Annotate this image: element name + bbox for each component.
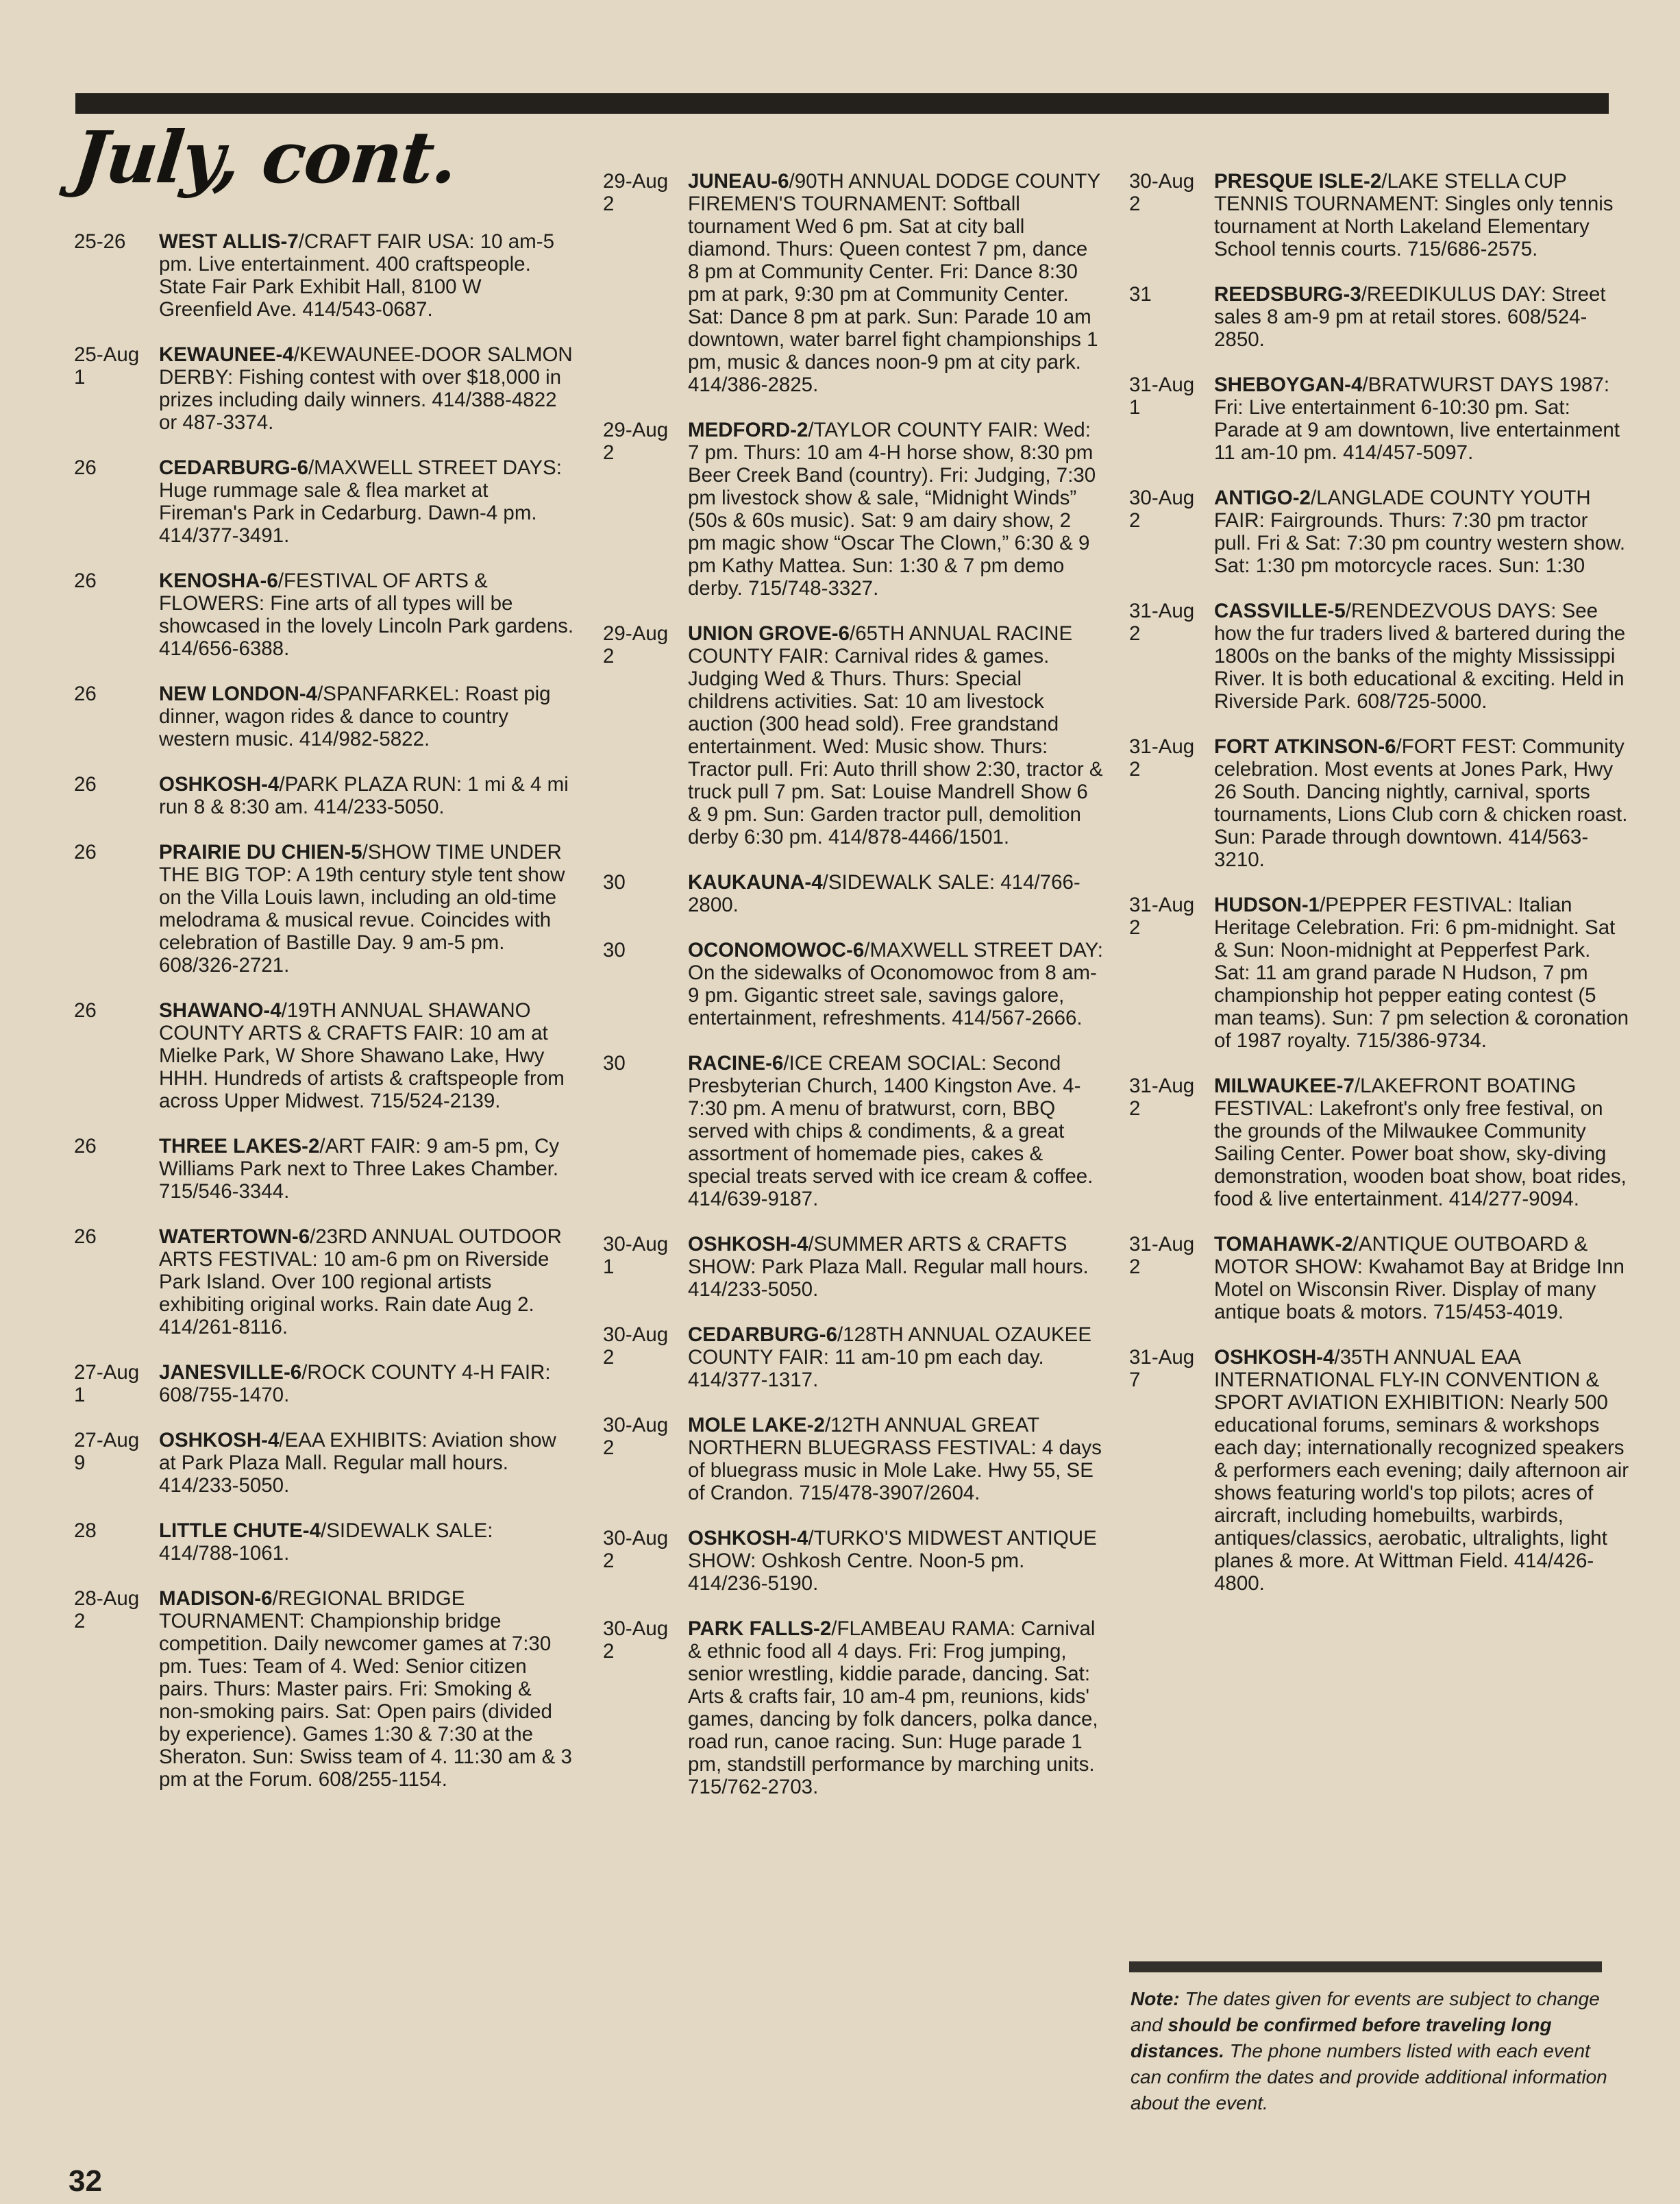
event-entry bbox=[603, 622, 1103, 848]
event-description: /SUMMER ARTS & CRAFTS SHOW: Park Plaza Mall. Regular mall hours. 414/233-5050. bbox=[688, 1233, 1089, 1301]
note-text-1: The dates given for events are subject to change and bbox=[1131, 1988, 1600, 2035]
event-description: /EAA EXHIBITS: Aviation show at Park Plaza Mall. Regular mall hours. 414/233-5050. bbox=[159, 1429, 556, 1497]
event-city: PRAIRIE DU CHIEN-5 bbox=[159, 841, 362, 864]
event-text bbox=[159, 683, 574, 750]
event-city: ANTIGO-2 bbox=[1214, 487, 1311, 509]
event-entry bbox=[74, 773, 574, 818]
event-date: 29-Aug 2 bbox=[603, 170, 669, 215]
event-date: 31-Aug 2 bbox=[1129, 1075, 1195, 1120]
event-city: NEW LONDON-4 bbox=[159, 683, 318, 705]
event-city: LITTLE CHUTE-4 bbox=[159, 1519, 321, 1542]
event-description: /ICE CREAM SOCIAL: Second Presbyterian Church, 1400 Kingston Ave. 4-7:30 pm. A menu of bratwurst, corn, BBQ served with chips & condiments, & a great assortment of homemade pies, cakes & special treats served with ice cream & coffee. 414/639-9187. bbox=[688, 1052, 1094, 1210]
event-entry bbox=[1129, 1075, 1629, 1210]
event-description: /SIDEWALK SALE: 414/766-2800. bbox=[688, 871, 1080, 916]
event-text bbox=[159, 570, 574, 660]
event-date: 28 bbox=[74, 1519, 97, 1542]
event-city: MOLE LAKE-2 bbox=[688, 1414, 825, 1436]
event-text bbox=[688, 1414, 1103, 1504]
event-text bbox=[688, 1527, 1103, 1595]
event-date: 30 bbox=[603, 871, 626, 894]
event-text bbox=[688, 622, 1103, 848]
event-date: 26 bbox=[74, 683, 97, 705]
event-date: 31-Aug 7 bbox=[1129, 1346, 1195, 1391]
event-city: HUDSON-1 bbox=[1214, 894, 1320, 916]
event-description: /FESTIVAL OF ARTS & FLOWERS: Fine arts of all types will be showcased in the lovely Lincoln Park gardens. 414/656-6388. bbox=[159, 570, 574, 660]
event-text bbox=[688, 419, 1103, 600]
event-description: /MAXWELL STREET DAY: On the sidewalks of Oconomowoc from 8 am-9 pm. Gigantic street sale, savings galore, entertainment, refreshments. 414/567-2666. bbox=[688, 939, 1103, 1029]
event-date: 30-Aug 2 bbox=[603, 1617, 669, 1663]
event-entry bbox=[603, 419, 1103, 600]
event-text bbox=[159, 1587, 574, 1791]
event-city: KEWAUNEE-4 bbox=[159, 343, 294, 366]
event-city: OSHKOSH-4 bbox=[688, 1527, 808, 1550]
event-date: 31-Aug 2 bbox=[1129, 735, 1195, 781]
event-date: 25-26 bbox=[74, 230, 126, 253]
event-date: 26 bbox=[74, 1225, 97, 1248]
event-description: /LAKEFRONT BOATING FESTIVAL: Lakefront's only free festival, on the grounds of the Milwaukee Community Sailing Center. Power boat show, sky-diving demonstration, wooden boat show, boat rides, food & live entertainment. 414/277-9094. bbox=[1214, 1075, 1627, 1210]
event-text bbox=[688, 1052, 1103, 1210]
event-description: /23RD ANNUAL OUTDOOR ARTS FESTIVAL: 10 am-6 pm on Riverside Park Island. Over 100 regional artists exhibiting original works. Rain date Aug 2. 414/261-8116. bbox=[159, 1225, 562, 1338]
event-description: /PEPPER FESTIVAL: Italian Heritage Celebration. Fri: 6 pm-midnight. Sat & Sun: Noon-midnight at Pepperfest Park. Sat: 11 am grand parade N Hudson, 7 pm championship hot pepper eating contest (5 man teams). Sun: 7 pm selection & coronation of 1987 royalty. 715/386-9734. bbox=[1214, 894, 1629, 1052]
event-text bbox=[159, 841, 574, 977]
event-entry bbox=[74, 1361, 574, 1406]
event-city: THREE LAKES-2 bbox=[159, 1135, 320, 1158]
event-city: UNION GROVE-6 bbox=[688, 622, 850, 645]
event-entry bbox=[1129, 374, 1629, 464]
event-entry bbox=[74, 343, 574, 434]
event-date: 27-Aug 1 bbox=[74, 1361, 140, 1406]
event-city: REEDSBURG-3 bbox=[1214, 283, 1361, 306]
event-text bbox=[159, 1225, 574, 1338]
event-description: /LAKE STELLA CUP TENNIS TOURNAMENT: Singles only tennis tournament at North Lakeland Elementary School tennis courts. 715/686-2575. bbox=[1214, 170, 1614, 260]
event-description: /MAXWELL STREET DAYS: Huge rummage sale & flea market at Fireman's Park in Cedarburg. Dawn-4 pm. 414/377-3491. bbox=[159, 456, 562, 547]
event-entry bbox=[1129, 1346, 1629, 1595]
event-city: OSHKOSH-4 bbox=[159, 1429, 280, 1452]
event-city: WEST ALLIS-7 bbox=[159, 230, 299, 253]
header-rule bbox=[75, 93, 1609, 114]
event-description: /12TH ANNUAL GREAT NORTHERN BLUEGRASS FESTIVAL: 4 days of bluegrass music in Mole Lake. Hwy 55, SE of Crandon. 715/478-3907/2604. bbox=[688, 1414, 1102, 1504]
event-city: OSHKOSH-4 bbox=[688, 1233, 808, 1256]
event-description: /FORT FEST: Community celebration. Most events at Jones Park, Hwy 26 South. Dancing nightly, carnival, sports tournaments, Lions Club corn & chicken roast. Sun: Parade through downtown. 414/563-3210. bbox=[1214, 735, 1628, 871]
event-entry bbox=[74, 1519, 574, 1565]
event-text bbox=[1214, 283, 1629, 351]
note-text-2: The phone numbers listed with each event can confirm the dates and provide additional information about the event. bbox=[1131, 2040, 1607, 2114]
event-entry bbox=[603, 1233, 1103, 1301]
event-text bbox=[159, 456, 574, 547]
event-entry bbox=[603, 1052, 1103, 1210]
event-description: /RENDEZVOUS DAYS: See how the fur traders lived & bartered during the 1800s on the banks of the mighty Mississippi River. It is both educational & exciting. Held in Riverside Park. 608/725-5000. bbox=[1214, 600, 1626, 713]
event-description: /ROCK COUNTY 4-H FAIR: 608/755-1470. bbox=[159, 1361, 551, 1406]
event-text bbox=[688, 1617, 1103, 1798]
event-date: 31 bbox=[1129, 283, 1152, 306]
event-city: OSHKOSH-4 bbox=[159, 773, 280, 796]
event-text bbox=[159, 1135, 574, 1203]
event-date: 26 bbox=[74, 456, 97, 479]
event-entry bbox=[74, 570, 574, 660]
page-heading: July, cont. bbox=[69, 115, 461, 199]
event-description: /SHOW TIME UNDER THE BIG TOP: A 19th century style tent show on the Villa Louis lawn, including an old-time melodrama & musical revue. Coincides with celebration of Bastille Day. 9 am-5 pm. 608/326-2721. bbox=[159, 841, 565, 977]
event-text bbox=[1214, 487, 1629, 577]
event-date: 26 bbox=[74, 773, 97, 796]
note-rule bbox=[1129, 1961, 1602, 1972]
event-entry bbox=[74, 683, 574, 750]
event-text bbox=[688, 1323, 1103, 1391]
event-city: JUNEAU-6 bbox=[688, 170, 789, 193]
event-text bbox=[1214, 735, 1629, 871]
event-description: /FLAMBEAU RAMA: Carnival & ethnic food all 4 days. Fri: Frog jumping, senior wrestling, kiddie parade, dancing. Sat: Arts & crafts fair, 10 am-4 pm, reunions, kids' games, dancing by folk dancers, polka dance, road run, canoe racing. Sun: Huge parade 1 pm, standstill performance by marching units. 715/762-2703. bbox=[688, 1617, 1098, 1798]
event-date: 26 bbox=[74, 999, 97, 1022]
event-date: 30-Aug 2 bbox=[1129, 170, 1195, 215]
event-date: 31-Aug 2 bbox=[1129, 1233, 1195, 1278]
event-entry bbox=[1129, 600, 1629, 713]
event-city: TOMAHAWK-2 bbox=[1214, 1233, 1353, 1256]
event-entry bbox=[74, 999, 574, 1112]
event-date: 29-Aug 2 bbox=[603, 622, 669, 668]
column-2 bbox=[603, 170, 1103, 1821]
event-city: CEDARBURG-6 bbox=[159, 456, 308, 479]
event-description: /ART FAIR: 9 am-5 pm, Cy Williams Park next to Three Lakes Chamber. 715/546-3344. bbox=[159, 1135, 560, 1203]
event-date: 27-Aug 9 bbox=[74, 1429, 140, 1474]
event-description: /KEWAUNEE-DOOR SALMON DERBY: Fishing contest with over $18,000 in prizes including daily winners. 414/388-4822 or 487-3374. bbox=[159, 343, 573, 434]
page-number: 32 bbox=[69, 2164, 102, 2198]
event-description: /128TH ANNUAL OZAUKEE COUNTY FAIR: 11 am-10 pm each day. 414/377-1317. bbox=[688, 1323, 1092, 1391]
event-text bbox=[159, 343, 574, 434]
event-entry bbox=[74, 1587, 574, 1791]
event-entry bbox=[74, 841, 574, 977]
event-text bbox=[688, 1233, 1103, 1301]
event-date: 30-Aug 2 bbox=[603, 1527, 669, 1572]
event-description: /65TH ANNUAL RACINE COUNTY FAIR: Carnival rides & games. Judging Wed & Thurs. Thurs: Special childrens activities. Sat: 10 am livestock auction (300 head sold). Free grandstand entertainment. Wed: Music show. Thurs: Tractor pull. Fri: Auto thrill show 2:30, tractor & truck pull 7 pm. Sat: Louise Mandrell Show 6 & 9 pm. Sun: Garden tractor pull, demolition derby 6:30 pm. 414/878-4466/1501. bbox=[688, 622, 1103, 848]
event-entry bbox=[1129, 1233, 1629, 1323]
event-description: /SPANFARKEL: Roast pig dinner, wagon rides & dance to country western music. 414/982-5822. bbox=[159, 683, 551, 750]
event-description: /REGIONAL BRIDGE TOURNAMENT: Championship bridge competition. Daily newcomer games at 7:30 pm. Tues: Team of 4. Wed: Senior citizen pairs. Thurs: Master pairs. Fri: Smoking & non-smoking pairs. Sat: Open pairs (divided by experience). Games 1:30 & 7:30 at the Sheraton. Sun: Swiss team of 4. 11:30 am & 3 pm at the Forum. 608/255-1154. bbox=[159, 1587, 572, 1791]
event-description: /90TH ANNUAL DODGE COUNTY FIREMEN'S TOURNAMENT: Softball tournament Wed 6 pm. Sat at city ball diamond. Thurs: Queen contest 7 pm, dance 8 pm at Community Center. Fri: Dance 8:30 pm at park, 9:30 pm at Community Center. Sat: Dance 8 pm at park. Sun: Parade 10 am downtown, water barrel fight championships 1 pm, music & dances noon-9 pm at city park. 414/386-2825. bbox=[688, 170, 1100, 396]
event-city: OSHKOSH-4 bbox=[1214, 1346, 1335, 1369]
event-date: 30 bbox=[603, 939, 626, 962]
event-city: SHEBOYGAN-4 bbox=[1214, 374, 1363, 396]
event-city: MILWAUKEE-7 bbox=[1214, 1075, 1355, 1097]
event-city: KAUKAUNA-4 bbox=[688, 871, 823, 894]
event-date: 30-Aug 2 bbox=[603, 1414, 669, 1459]
event-city: PARK FALLS-2 bbox=[688, 1617, 832, 1640]
event-date: 30 bbox=[603, 1052, 626, 1075]
event-city: WATERTOWN-6 bbox=[159, 1225, 310, 1248]
event-description: /SIDEWALK SALE: 414/788-1061. bbox=[159, 1519, 493, 1565]
event-text bbox=[159, 1429, 574, 1497]
event-city: PRESQUE ISLE-2 bbox=[1214, 170, 1382, 193]
event-date: 25-Aug 1 bbox=[74, 343, 140, 389]
event-text bbox=[159, 230, 574, 321]
event-text bbox=[159, 1519, 574, 1565]
event-description: /35TH ANNUAL EAA INTERNATIONAL FLY-IN CONVENTION & SPORT AVIATION EXHIBITION: Nearly 500 educational forums, seminars & workshops each day; internationally recognized speakers & performers each evening; daily afternoon air shows featuring world's top pilots; acres of aircraft, including homebuilts, warbirds, antiques/classics, aerobatic, ultralights, light planes & more. At Wittman Field. 414/426-4800. bbox=[1214, 1346, 1629, 1595]
event-entry bbox=[74, 456, 574, 547]
event-text bbox=[1214, 894, 1629, 1052]
event-date: 31-Aug 2 bbox=[1129, 600, 1195, 645]
event-entry bbox=[1129, 894, 1629, 1052]
event-entry bbox=[603, 939, 1103, 1029]
event-date: 30-Aug 1 bbox=[603, 1233, 669, 1278]
note-emphasis: should be confirmed before traveling long distances. bbox=[1131, 2014, 1552, 2061]
event-entry bbox=[74, 230, 574, 321]
event-text bbox=[1214, 1075, 1629, 1210]
event-entry bbox=[1129, 487, 1629, 577]
event-description: /LANGLADE COUNTY YOUTH FAIR: Fairgrounds. Thurs: 7:30 pm tractor pull. Fri & Sat: 7:30 pm country western show. Sat: 1:30 pm motorcycle races. Sun: 1:30 bbox=[1214, 487, 1626, 577]
note-box bbox=[1131, 1986, 1607, 2116]
event-text bbox=[1214, 1233, 1629, 1323]
note-label: Note: bbox=[1131, 1988, 1180, 2009]
event-entry bbox=[1129, 170, 1629, 260]
event-city: CASSVILLE-5 bbox=[1214, 600, 1346, 622]
event-text bbox=[159, 999, 574, 1112]
event-description: /19TH ANNUAL SHAWANO COUNTY ARTS & CRAFTS FAIR: 10 am at Mielke Park, W Shore Shawano Lake, Hwy HHH. Hundreds of artists & craftspeople from across Upper Midwest. 715/524-2139. bbox=[159, 999, 565, 1112]
event-text bbox=[688, 170, 1103, 396]
event-date: 28-Aug 2 bbox=[74, 1587, 140, 1632]
event-city: SHAWANO-4 bbox=[159, 999, 282, 1022]
event-description: /TAYLOR COUNTY FAIR: Wed: 7 pm. Thurs: 10 am 4-H horse show, 8:30 pm Beer Creek Band (country). Fri: Judging, 7:30 pm livestock show & sale, “Midnight Winds” (50s & 60s music). Sat: 9 am dairy show, 2 pm magic show “Oscar The Clown,” 6:30 & 9 pm Kathy Mattea. Sun: 1:30 & 7 pm demo derby. 715/748-3327. bbox=[688, 419, 1096, 600]
event-entry bbox=[74, 1429, 574, 1497]
event-text bbox=[1214, 1346, 1629, 1595]
event-city: RACINE-6 bbox=[688, 1052, 784, 1075]
event-entry bbox=[603, 1414, 1103, 1504]
event-description: /TURKO'S MIDWEST ANTIQUE SHOW: Oshkosh Centre. Noon-5 pm. 414/236-5190. bbox=[688, 1527, 1097, 1595]
event-city: MEDFORD-2 bbox=[688, 419, 808, 441]
event-entry bbox=[1129, 735, 1629, 871]
event-city: MADISON-6 bbox=[159, 1587, 273, 1610]
event-city: KENOSHA-6 bbox=[159, 570, 278, 592]
event-text bbox=[159, 1361, 574, 1406]
event-entry bbox=[603, 1617, 1103, 1798]
event-text bbox=[1214, 170, 1629, 260]
column-1 bbox=[74, 230, 574, 1813]
event-entry bbox=[74, 1135, 574, 1203]
event-date: 31-Aug 1 bbox=[1129, 374, 1195, 419]
event-date: 26 bbox=[74, 841, 97, 864]
event-date: 31-Aug 2 bbox=[1129, 894, 1195, 939]
event-text bbox=[1214, 600, 1629, 713]
event-entry bbox=[1129, 283, 1629, 351]
event-entry bbox=[74, 1225, 574, 1338]
event-date: 26 bbox=[74, 570, 97, 592]
event-date: 29-Aug 2 bbox=[603, 419, 669, 464]
event-description: /CRAFT FAIR USA: 10 am-5 pm. Live entertainment. 400 craftspeople. State Fair Park Exhibit Hall, 8100 W Greenfield Ave. 414/543-0687. bbox=[159, 230, 554, 321]
event-city: FORT ATKINSON-6 bbox=[1214, 735, 1396, 758]
event-entry bbox=[603, 170, 1103, 396]
event-text bbox=[688, 871, 1103, 916]
event-text bbox=[159, 773, 574, 818]
column-3 bbox=[1129, 170, 1629, 1617]
event-entry bbox=[603, 1527, 1103, 1595]
event-date: 30-Aug 2 bbox=[603, 1323, 669, 1369]
event-date: 30-Aug 2 bbox=[1129, 487, 1195, 532]
event-text bbox=[688, 939, 1103, 1029]
event-description: /ANTIQUE OUTBOARD & MOTOR SHOW: Kwahamot Bay at Bridge Inn Motel on Wisconsin River. Display of many antique boats & motors. 715/453-4019. bbox=[1214, 1233, 1625, 1323]
event-entry bbox=[603, 871, 1103, 916]
event-text bbox=[1214, 374, 1629, 464]
event-city: JANESVILLE-6 bbox=[159, 1361, 302, 1384]
event-city: CEDARBURG-6 bbox=[688, 1323, 837, 1346]
event-city: OCONOMOWOC-6 bbox=[688, 939, 865, 962]
event-date: 26 bbox=[74, 1135, 97, 1158]
event-description: /PARK PLAZA RUN: 1 mi & 4 mi run 8 & 8:30 am. 414/233-5050. bbox=[159, 773, 569, 818]
event-entry bbox=[603, 1323, 1103, 1391]
event-description: /BRATWURST DAYS 1987: Fri: Live entertainment 6-10:30 pm. Sat: Parade at 9 am downtown, live entertainment 11 am-10 pm. 414/457-5097. bbox=[1214, 374, 1620, 464]
event-description: /REEDIKULUS DAY: Street sales 8 am-9 pm at retail stores. 608/524-2850. bbox=[1214, 283, 1606, 351]
